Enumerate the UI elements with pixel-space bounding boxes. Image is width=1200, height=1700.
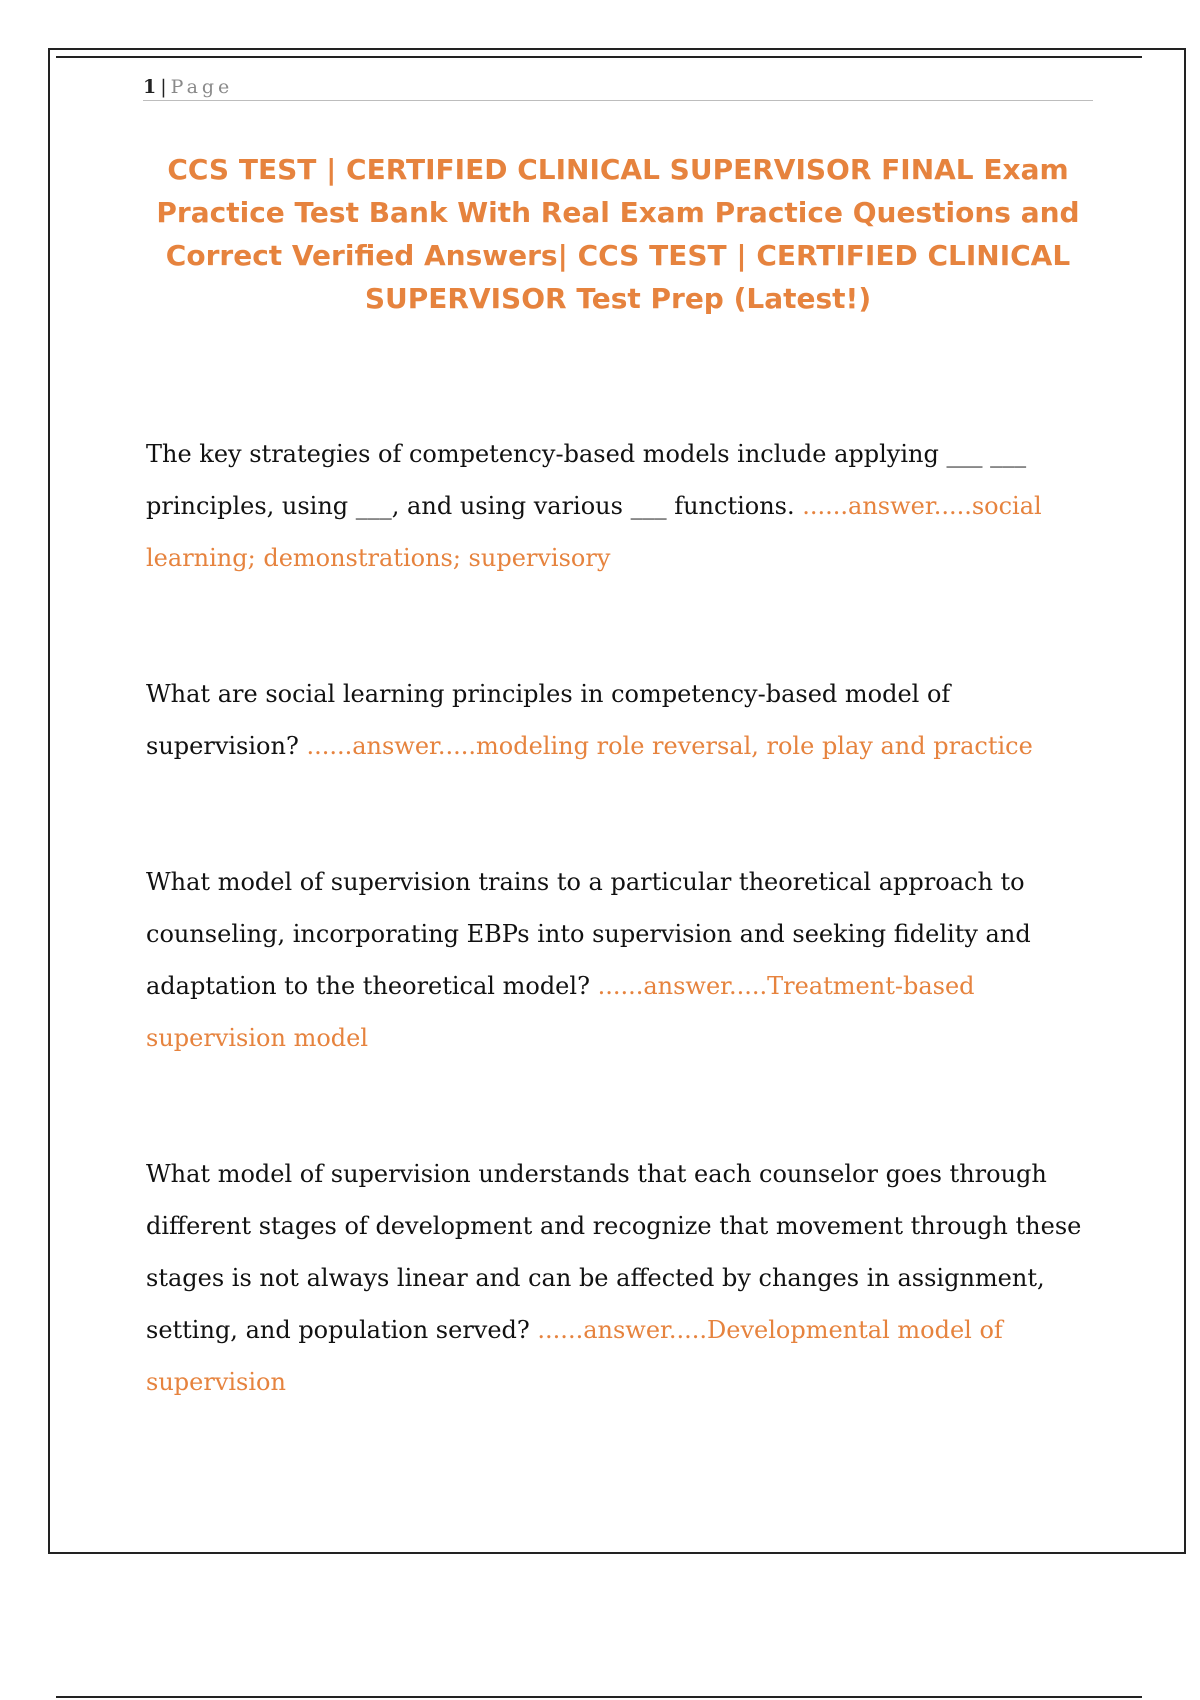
answer-text: ......answer.....modeling role reversal, role play and practice <box>306 732 1033 760</box>
question-text: What model of supervision trains to a particular theoretical approach to counseling, incorporating EBPs into supervision and seeking fidelity and adaptation to the theoretical model? <box>146 868 1031 1000</box>
answer-text: ......answer.....Treatment-based supervision model <box>146 972 975 1052</box>
page-number: 1 <box>143 76 157 98</box>
page-label: Page <box>170 76 234 98</box>
top-rule <box>56 56 1142 58</box>
answer-text: ......answer.....Developmental model of supervision <box>146 1316 1003 1396</box>
question-text: What are social learning principles in competency-based model of supervision? <box>146 680 951 760</box>
page-separator: | <box>160 76 167 98</box>
qa-item <box>146 428 1096 584</box>
qa-item <box>146 1148 1096 1408</box>
answer-text: ......answer.....social learning; demonstrations; supervisory <box>146 492 1042 572</box>
qa-item <box>146 668 1096 772</box>
question-text: What model of supervision understands that each counselor goes through different stages of development and recognize that movement through these stages is not always linear and can be affected by changes in assignment, setting, and population served? <box>146 1160 1082 1344</box>
page-header <box>143 74 1093 101</box>
qa-item <box>146 856 1096 1064</box>
question-text: The key strategies of competency-based models include applying ___ ___ principles, using ___, and using various ___ functions. <box>146 440 1027 520</box>
bottom-rule <box>56 1696 1142 1698</box>
document-title: CCS TEST | CERTIFIED CLINICAL SUPERVISOR FINAL Exam Practice Test Bank With Real Exam Practice Questions and Correct Verified Answers| CCS TEST | CERTIFIED CLINICAL SUPERVISOR Test Prep (Latest!) <box>156 153 1080 315</box>
